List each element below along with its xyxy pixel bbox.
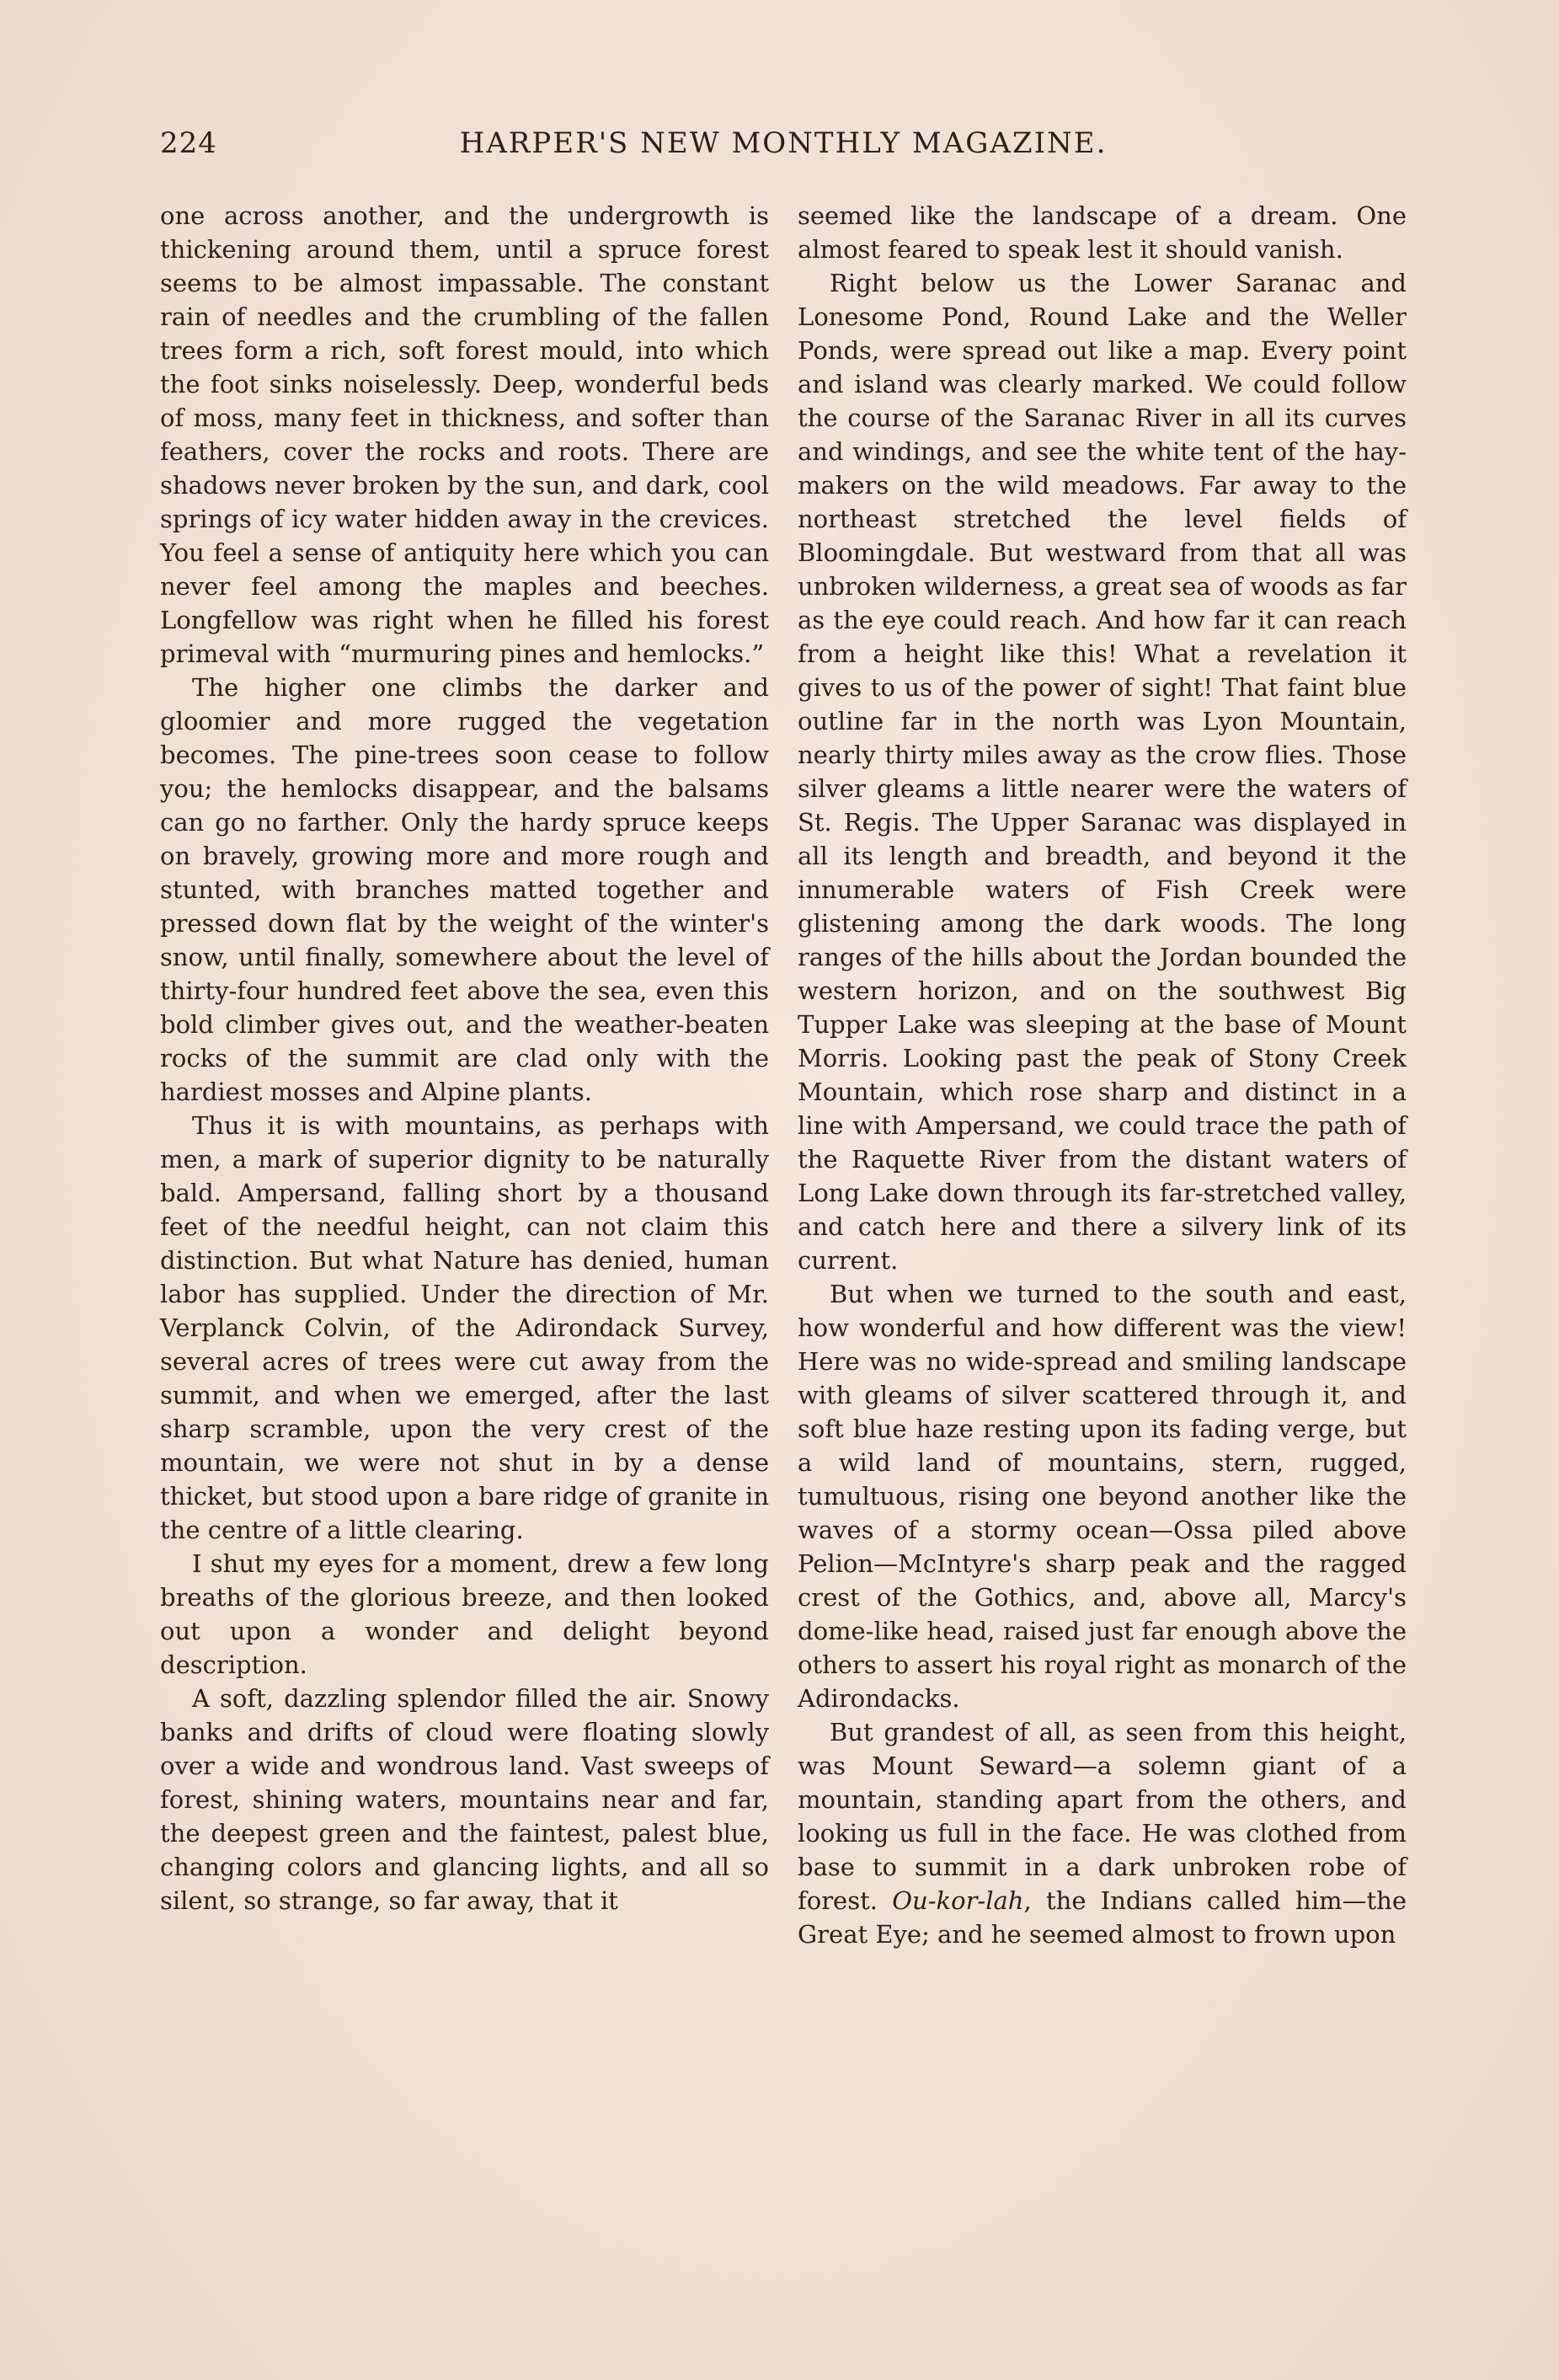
paragraph-text: But grandest of all, as seen from this height, was Mount Seward—a solemn giant of a mountain, standing apart from the others, and looking us full in the face. He was clothed from base to summit in a dark unbroken robe of forest. [798, 1718, 1407, 1915]
left-column [160, 199, 769, 1951]
paragraph: I shut my eyes for a moment, drew a few long breaths of the glorious breeze, and then looked out upon a wonder and delight beyond description. [160, 1549, 769, 1679]
paragraph-text: , the Indians called him—the Great Eye; and he seemed almost to frown upon [798, 1886, 1407, 1949]
italic-name: Ou-kor-lah [892, 1886, 1024, 1915]
paragraph: A soft, dazzling splendor filled the air. Snowy banks and drifts of cloud were floating slowly over a wide and wondrous land. Vast sweeps of forest, shining waters, mountains near and far, the deepest green and the faintest, palest blue, changing colors and glancing lights, and all so silent, so strange, so far away, that it [160, 1684, 769, 1915]
page-header [160, 126, 1407, 177]
paragraph: one across another, and the undergrowth is thickening around them, until a spruce forest seems to be almost impassable. The constant rain of needles and the crumbling of the fallen trees form a rich, soft forest mould, into which the foot sinks noiselessly. Deep, wonderful beds of moss, many feet in thickness, and softer than feathers, cover the rocks and roots. There are shadows never broken by the sun, and dark, cool springs of icy water hidden away in the crevices. You feel a sense of antiquity here which you can never feel among the maples and beeches. Longfellow was right when he filled his forest primeval with “murmuring pines and hemlocks.” [160, 201, 769, 668]
paragraph: seemed like the landscape of a dream. One almost feared to speak lest it should vanish. [798, 201, 1407, 264]
paragraph: Thus it is with mountains, as perhaps with men, a mark of superior dignity to be naturally bald. Ampersand, falling short by a thousand feet of the needful height, can not claim this distinction. But what Nature has denied, human labor has supplied. Under the direction of Mr. Verplanck Colvin, of the Adirondack Survey, several acres of trees were cut away from the summit, and when we emerged, after the last sharp scramble, upon the very crest of the mountain, we were not shut in by a dense thicket, but stood upon a bare ridge of granite in the centre of a little clearing. [160, 1111, 769, 1544]
running-head: HARPER'S NEW MONTHLY MAGAZINE. [459, 126, 1108, 160]
page-number: 224 [160, 126, 217, 160]
text-columns [160, 199, 1407, 1951]
paragraph: The higher one climbs the darker and gloomier and more rugged the vegetation becomes. The pine-trees soon cease to follow you; the hemlocks disappear, and the balsams can go no farther. Only the hardy spruce keeps on bravely, growing more and more rough and stunted, with branches matted together and pressed down flat by the weight of the winter's snow, until finally, somewhere about the level of thirty-four hundred feet above the sea, even this bold climber gives out, and the weather-beaten rocks of the summit are clad only with the hardiest mosses and Alpine plants. [160, 673, 769, 1106]
paragraph [798, 1715, 1407, 1951]
paragraph: Right below us the Lower Saranac and Lonesome Pond, Round Lake and the Weller Ponds, were spread out like a map. Every point and island was clearly marked. We could follow the course of the Saranac River in all its curves and windings, and see the white tent of the hay-makers on the wild meadows. Far away to the northeast stretched the level fields of Bloomingdale. But westward from that all was unbroken wilderness, a great sea of woods as far as the eye could reach. And how far it can reach from a height like this! What a revelation it gives to us of the power of sight! That faint blue outline far in the north was Lyon Mountain, nearly thirty miles away as the crow flies. Those silver gleams a little nearer were the waters of St. Regis. The Upper Saranac was displayed in all its length and breadth, and beyond it the innumerable waters of Fish Creek were glistening among the dark woods. The long ranges of the hills about the Jordan bounded the western horizon, and on the southwest Big Tupper Lake was sleeping at the base of Mount Morris. Looking past the peak of Stony Creek Mountain, which rose sharp and distinct in a line with Ampersand, we could trace the path of the Raquette River from the distant waters of Long Lake down through its far-stretched valley, and catch here and there a silvery link of its current. [798, 269, 1407, 1275]
paragraph: But when we turned to the south and east, how wonderful and how different was the view! Here was no wide-spread and smiling landscape with gleams of silver scattered through it, and soft blue haze resting upon its fading verge, but a wild land of mountains, stern, rugged, tumultuous, rising one beyond another like the waves of a stormy ocean—Ossa piled above Pelion—McIntyre's sharp peak and the ragged crest of the Gothics, and, above all, Marcy's dome-like head, raised just far enough above the others to assert his royal right as monarch of the Adirondacks. [798, 1280, 1407, 1713]
right-column [798, 199, 1407, 1951]
